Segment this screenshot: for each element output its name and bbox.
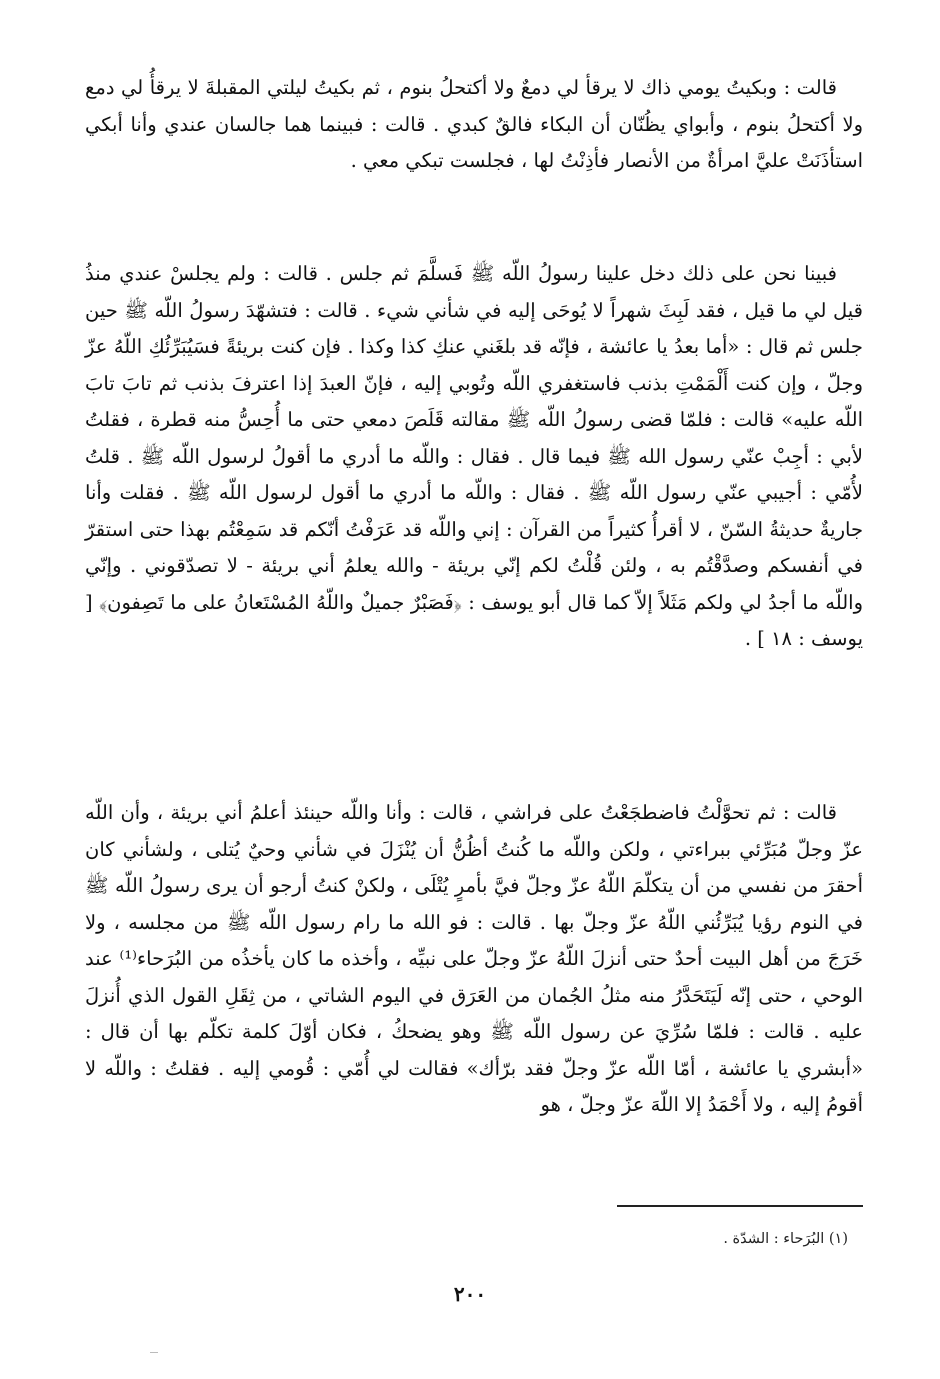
- main-text-block-1: [85, 70, 863, 180]
- paragraph: قالت : وبكيتُ يومي ذاك لا يرقأ لي دمعٌ ولا أكتحلُ بنوم ، ثم بكيتُ ليلتي المقبلةَ لا يرقأُ لي دمع ولا أكتحلُ بنوم ، وأبواي يظُنّان أن البكاء فالقٌ كبدي . قالت : فبينما هما جالسان عندي وأنا أبكي استأذَنَتْ عليَّ امرأةٌ من الأنصار فأذِنْتُ لها ، فجلست تبكي معي .: [85, 76, 863, 172]
- footnote-separator: [617, 1205, 863, 1207]
- paragraph: فبينا نحن على ذلك دخل علينا رسولُ اللّه ﷺ فَسلَّمَ ثم جلس . قالت : ولم يجلسْ عندي منذُ قيل لي ما قيل ، فقد لَبِثَ شهراً لا يُوحَى إليه في شأني شيء . قالت : فتشهّدَ رسولُ اللّه ﷺ حين جلس ثم قال : «أما بعدُ يا عائشة ، فإنّه قد بلغَني عنكِ كذا وكذا . فإن كنت بريئةً فسَيُبَرِّئُكِ اللّهُ عزّ وجلّ ، وإن كنت أَلْمَمْتِ بذنب فاستغفري اللّه وتُوبي إليه ، فإنّ العبدَ إذا اعترفَ بذنب ثم تابَ تابَ اللّه عليه» قالت : فلمّا قضى رسولُ اللّه ﷺ مقالته قَلَصَ دمعي حتى ما أُحِسُّ منه قطرة ، فقلتُ لأبي : أجِبْ عنّي رسول الله ﷺ فيما قال . فقال : واللّه ما أدري ما أقولُ لرسول اللّه ﷺ . قلتُ لأُمّي : أجيبي عنّي رسول اللّه ﷺ . فقال : واللّه ما أدري ما أقول لرسول اللّه ﷺ . فقلت وأنا جاريةٌ حديثةُ السّنّ ، لا أقرأُ كثيراً من القرآن : إني واللّه قد عَرَفْتُ أنّكم قد سَمِعْتُم بهذا حتى استقرّ في أنفسكم وصدَّقْتُم به ، ولئن قُلْتُ لكم إنّي بريئة - والله يعلمُ أني بريئة - لا تصدّقوني . وإنّي واللّه ما أجدُ لي ولكم مَثَلاً إلاّ كما قال أبو يوسف : ﴿فَصَبْرٌ جميلٌ واللّهُ المُسْتَعانُ على ما تَصِفون﴾ [ يوسف : ١٨ ] .: [85, 262, 864, 650]
- page-number: ٢٠٠: [453, 1282, 487, 1306]
- paragraph: قالت : ثم تحوَّلْتُ فاضطجَعْتُ على فراشي ، قالت : وأنا واللّه حينئذ أعلمُ أني بريئة ، وأن اللّه عزّ وجلّ مُبَرِّئي ببراءتي ، ولكن واللّه ما كُنتُ أظُنُّ أن يُنْزَلَ في شأني وحيٌ يُتلى ، ولشأني كان أحقرَ من نفسي من أن يتكلّمَ اللّهُ عزّ وجلّ فيَّ بأمرٍ يُتْلَى ، ولكنْ كنتُ أرجو أن يرى رسولُ اللّه ﷺ في النوم رؤيا يُبَرِّئُني اللّهُ عزّ وجلّ بها . قالت : فو الله ما رام رسول اللّه ﷺ من مجلسه ، ولا خَرَجَ من أهل البيت أحدٌ حتى أنزلَ اللّهُ عزّ وجلّ على نبيِّه ، وأخذه ما كان يأخذُه من البُرَحاء⁽¹⁾ عند الوحي ، حتى إنّه لَيَتَحَدَّرُ منه مثلُ الجُمان من العَرَق في اليوم الشاتي ، من ثِقَلِ القول الذي أُنزلَ عليه . قالت : فلمّا سُرِّيَ عن رسول اللّه ﷺ وهو يضحكُ ، فكان أوّلَ كلمة تكلّم بها أن قال : «أبشري يا عائشة ، أمّا اللّه عزّ وجلّ فقد برّأك» فقالت لي أُمّي : قُومي إليه . فقلتُ : واللّه لا أقومُ إليه ، ولا أَحْمَدُ إلا اللّهَ عزّ وجلّ ، هو: [85, 801, 864, 1116]
- footnote: (١) البُرَحاء : الشدّة .: [723, 1231, 848, 1247]
- main-text-block-2: [85, 256, 863, 658]
- scan-mark: [150, 1352, 158, 1353]
- main-text-block-3: [85, 795, 863, 1124]
